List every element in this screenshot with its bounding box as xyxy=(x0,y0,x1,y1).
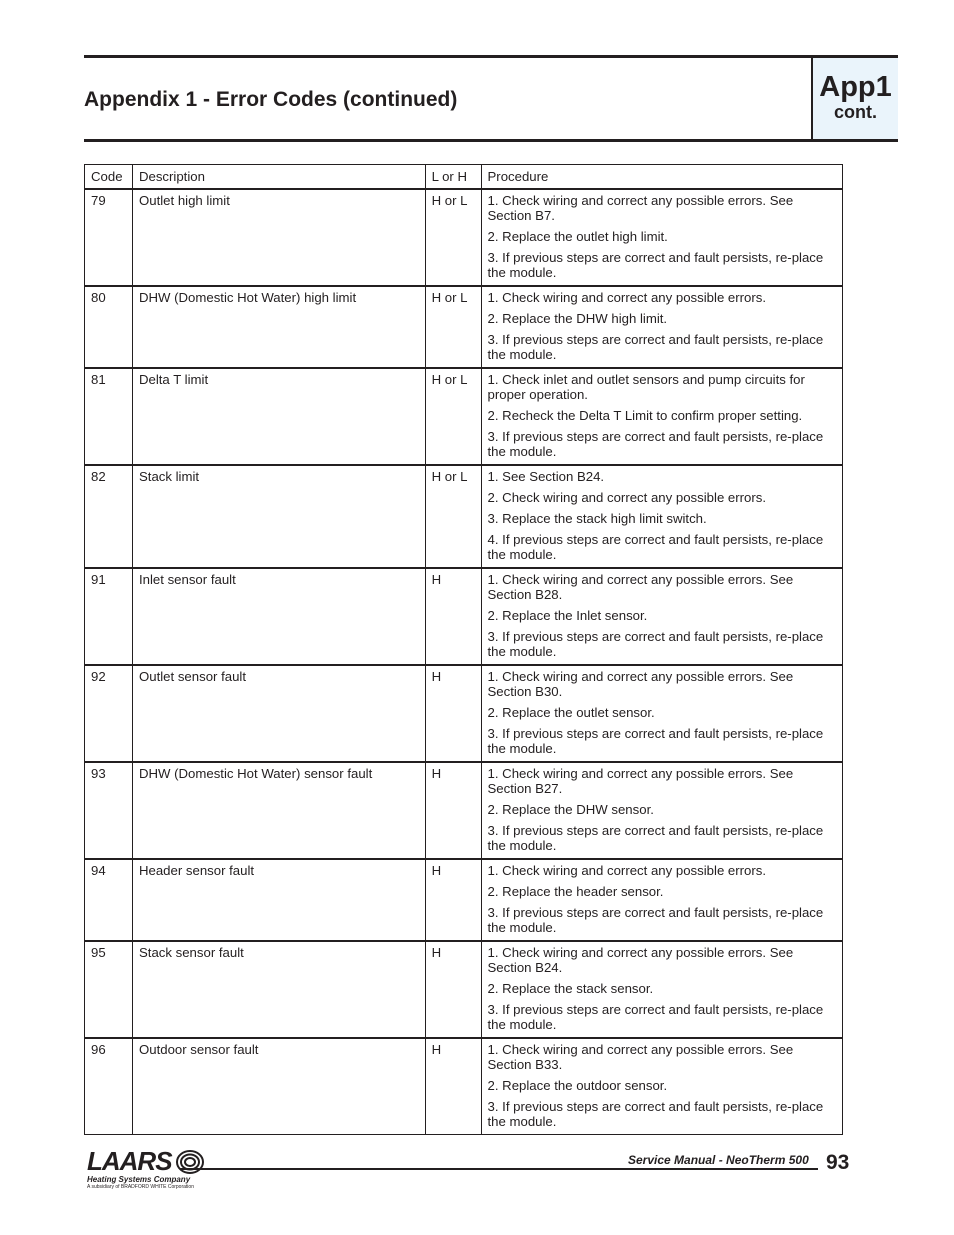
table-body xyxy=(85,189,843,1135)
procedure-step: 2. Check wiring and correct any possible errors. xyxy=(487,490,767,505)
l-or-h-cell: H xyxy=(425,665,481,762)
l-or-h-cell: H xyxy=(425,941,481,1038)
table-row xyxy=(85,368,843,465)
description-cell: Outdoor sensor fault xyxy=(132,1038,425,1135)
description-cell: Delta T limit xyxy=(132,368,425,465)
l-or-h-cell: H or L xyxy=(425,465,481,568)
l-or-h-cell: H or L xyxy=(425,368,481,465)
l-or-h-cell: H or L xyxy=(425,189,481,286)
error-code-cell: 92 xyxy=(85,665,133,762)
l-or-h-cell: H xyxy=(425,1038,481,1135)
procedure-step: 2. Replace the outlet sensor. xyxy=(487,705,655,720)
procedure-cell xyxy=(481,762,842,859)
column-header-description: Description xyxy=(132,165,425,190)
logo-tagline: Heating Systems Company xyxy=(87,1175,191,1184)
procedure-step: 2. Replace the stack sensor. xyxy=(487,981,654,996)
l-or-h-cell: H xyxy=(425,568,481,665)
l-or-h-cell: H xyxy=(425,762,481,859)
procedure-cell xyxy=(481,941,842,1038)
procedure-step: 2. Recheck the Delta T Limit to confirm proper setting. xyxy=(487,408,803,423)
table-row xyxy=(85,941,843,1038)
description-cell: DHW (Domestic Hot Water) high limit xyxy=(132,286,425,368)
header-bottom-rule xyxy=(84,139,898,142)
procedure-step: 3. If previous steps are correct and fault persists, re-place the module. xyxy=(487,726,824,756)
section-tab-sublabel: cont. xyxy=(834,102,877,122)
procedure-cell xyxy=(481,368,842,465)
procedure-step: 2. Replace the DHW high limit. xyxy=(487,311,668,326)
procedure-step: 1. Check wiring and correct any possible errors. See Section B30. xyxy=(487,669,794,699)
description-cell: Stack limit xyxy=(132,465,425,568)
procedure-step: 3. If previous steps are correct and fault persists, re-place the module. xyxy=(487,629,824,659)
table-row xyxy=(85,568,843,665)
description-cell: Outlet high limit xyxy=(132,189,425,286)
procedure-step: 1. See Section B24. xyxy=(487,469,605,484)
footer-manual-title: Service Manual - NeoTherm 500 xyxy=(628,1153,809,1167)
description-cell: Outlet sensor fault xyxy=(132,665,425,762)
procedure-step: 2. Replace the outdoor sensor. xyxy=(487,1078,668,1093)
procedure-step: 3. If previous steps are correct and fault persists, re-place the module. xyxy=(487,250,824,280)
error-code-cell: 82 xyxy=(85,465,133,568)
procedure-step: 3. If previous steps are correct and fault persists, re-place the module. xyxy=(487,905,824,935)
header-top-rule xyxy=(84,55,898,58)
procedure-cell xyxy=(481,568,842,665)
error-code-cell: 79 xyxy=(85,189,133,286)
logo-swirl-icon xyxy=(175,1149,205,1175)
error-code-cell: 94 xyxy=(85,859,133,941)
procedure-step: 3. Replace the stack high limit switch. xyxy=(487,511,707,526)
error-code-cell: 81 xyxy=(85,368,133,465)
procedure-cell xyxy=(481,665,842,762)
procedure-step: 2. Replace the DHW sensor. xyxy=(487,802,654,817)
error-code-cell: 91 xyxy=(85,568,133,665)
procedure-step: 1. Check wiring and correct any possible errors. xyxy=(487,863,767,878)
procedure-step: 1. Check inlet and outlet sensors and pump circuits for proper operation. xyxy=(487,372,805,402)
procedure-step: 3. If previous steps are correct and fault persists, re-place the module. xyxy=(487,823,824,853)
procedure-step: 4. If previous steps are correct and fault persists, re-place the module. xyxy=(487,532,824,562)
logo-wordmark: LAARS xyxy=(87,1146,172,1176)
procedure-step: 3. If previous steps are correct and fault persists, re-place the module. xyxy=(487,429,824,459)
table-row xyxy=(85,465,843,568)
description-cell: Inlet sensor fault xyxy=(132,568,425,665)
description-cell: Header sensor fault xyxy=(132,859,425,941)
logo-subsidiary: A subsidiary of BRADFORD WHITE Corporation xyxy=(87,1184,194,1190)
procedure-step: 3. If previous steps are correct and fault persists, re-place the module. xyxy=(487,332,824,362)
error-codes-table xyxy=(84,164,843,1135)
l-or-h-cell: H xyxy=(425,859,481,941)
error-code-cell: 95 xyxy=(85,941,133,1038)
table-row xyxy=(85,189,843,286)
procedure-step: 1. Check wiring and correct any possible errors. See Section B33. xyxy=(487,1042,794,1072)
table-row xyxy=(85,762,843,859)
section-tab-label: App1 xyxy=(819,71,892,103)
procedure-step: 2. Replace the Inlet sensor. xyxy=(487,608,648,623)
column-header-l-or-h: L or H xyxy=(425,165,481,190)
table-row xyxy=(85,1038,843,1135)
procedure-step: 3. If previous steps are correct and fault persists, re-place the module. xyxy=(487,1099,824,1129)
table-row xyxy=(85,859,843,941)
page-number: 93 xyxy=(826,1151,850,1174)
procedure-cell xyxy=(481,286,842,368)
procedure-step: 3. If previous steps are correct and fault persists, re-place the module. xyxy=(487,1002,824,1032)
procedure-step: 1. Check wiring and correct any possible errors. See Section B27. xyxy=(487,766,794,796)
table-header-row xyxy=(85,165,843,190)
error-code-cell: 96 xyxy=(85,1038,133,1135)
table-row xyxy=(85,665,843,762)
error-code-cell: 80 xyxy=(85,286,133,368)
procedure-step: 1. Check wiring and correct any possible errors. See Section B24. xyxy=(487,945,794,975)
column-header-procedure: Procedure xyxy=(481,165,842,190)
procedure-cell xyxy=(481,189,842,286)
column-header-code: Code xyxy=(85,165,133,190)
description-cell: DHW (Domestic Hot Water) sensor fault xyxy=(132,762,425,859)
procedure-step: 1. Check wiring and correct any possible errors. See Section B28. xyxy=(487,572,794,602)
page-title: Appendix 1 - Error Codes (continued) xyxy=(84,88,458,111)
table-row xyxy=(85,286,843,368)
procedure-step: 2. Replace the outlet high limit. xyxy=(487,229,668,244)
l-or-h-cell: H or L xyxy=(425,286,481,368)
procedure-cell xyxy=(481,1038,842,1135)
procedure-step: 1. Check wiring and correct any possible errors. xyxy=(487,290,767,305)
section-tab xyxy=(811,58,898,139)
error-code-cell: 93 xyxy=(85,762,133,859)
description-cell: Stack sensor fault xyxy=(132,941,425,1038)
procedure-step: 1. Check wiring and correct any possible errors. See Section B7. xyxy=(487,193,794,223)
procedure-step: 2. Replace the header sensor. xyxy=(487,884,664,899)
procedure-cell xyxy=(481,859,842,941)
footer-rule xyxy=(180,1168,818,1170)
procedure-cell xyxy=(481,465,842,568)
